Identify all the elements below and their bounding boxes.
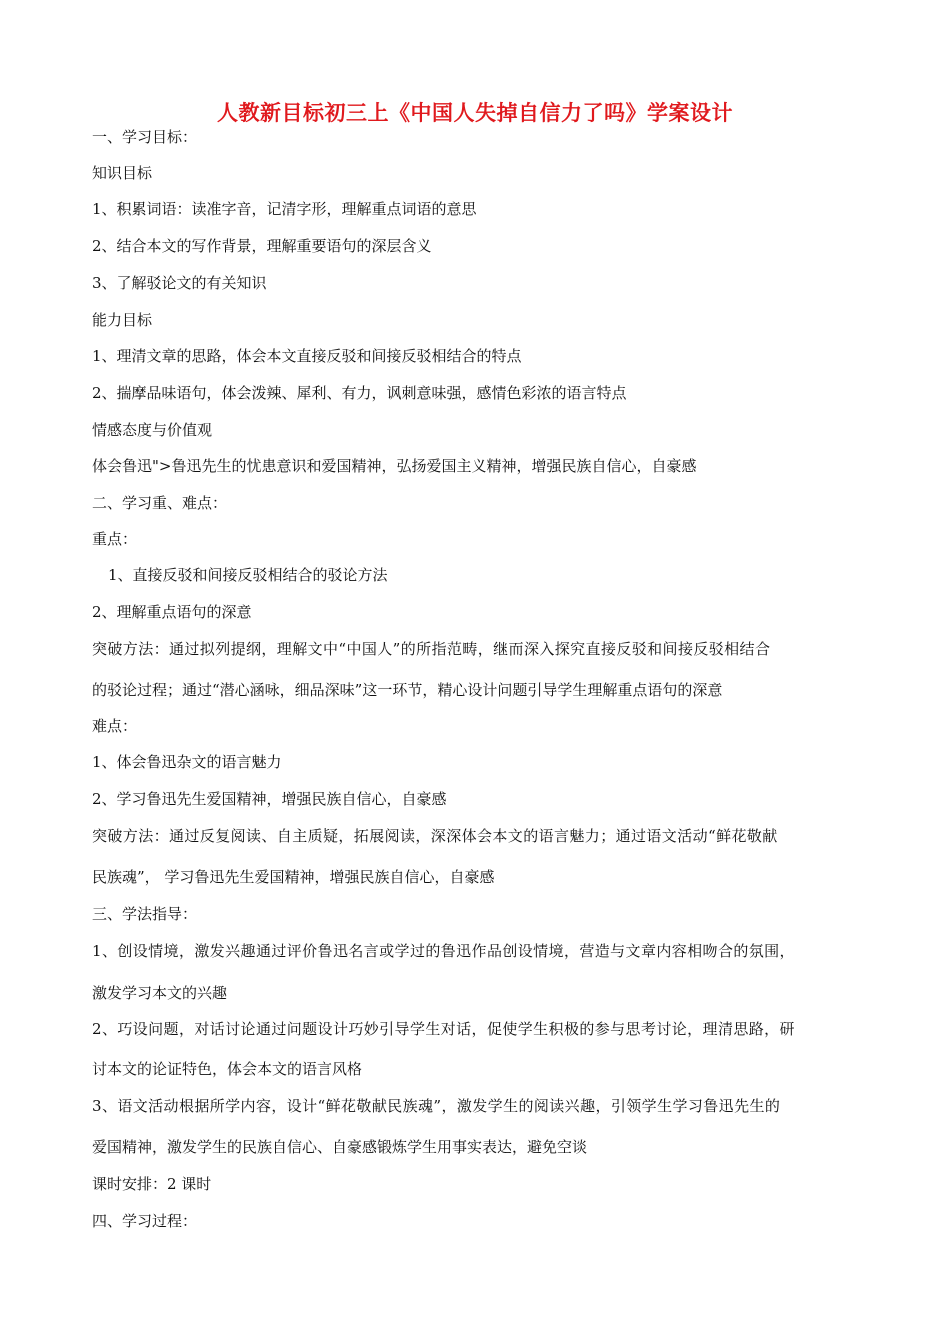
section-heading-key-points: 二、学习重、难点： [92,494,228,512]
text-line: 激发学习本文的兴趣 [92,984,228,1002]
text-line: 爱国精神，激发学生的民族自信心、自豪感锻炼学生用事实表达，避免空谈 [92,1138,588,1156]
subheading-knowledge: 知识目标 [92,164,153,182]
text-line: 的驳论过程；通过“潜心涵咏，细品深味”这一环节，精心设计问题引导学生理解重点语句的深意 [92,681,723,699]
text-line: 1、体会鲁迅杂文的语言魅力 [92,753,282,771]
text-line: 1、创设情境，激发兴趣通过评价鲁迅名言或学过的鲁迅作品创设情境，营造与文章内容相吻合的氛围， [92,942,795,960]
subheading-difficulty: 难点： [92,717,138,735]
text-line: 3、了解驳论文的有关知识 [92,274,267,292]
section-heading-method: 三、学法指导： [92,905,198,923]
text-line: 1、直接反驳和间接反驳相结合的驳论方法 [108,566,388,584]
text-line: 民族魂”， 学习鲁迅先生爱国精神，增强民族自信心，自豪感 [92,868,495,886]
document-title: 人教新目标初三上《中国人失掉自信力了吗》学案设计 [217,101,733,125]
text-line: 2、巧设问题，对话讨论通过问题设计巧妙引导学生对话，促使学生积极的参与思考讨论，理清思路，研 [92,1020,795,1038]
text-line: 体会鲁迅">鲁迅先生的忧患意识和爱国精神，弘扬爱国主义精神，增强民族自信心，自豪感 [92,457,697,475]
text-line: 1、理清文章的思路，体会本文直接反驳和间接反驳相结合的特点 [92,347,522,365]
subheading-ability: 能力目标 [92,311,153,329]
text-line: 2、学习鲁迅先生爱国精神，增强民族自信心，自豪感 [92,790,447,808]
class-hours: 课时安排：2 课时 [92,1175,212,1193]
text-line: 2、揣摩品味语句，体会泼辣、犀利、有力，讽刺意味强，感情色彩浓的语言特点 [92,384,627,402]
section-heading-goals: 一、学习目标： [92,128,198,146]
subheading-focus: 重点： [92,530,138,548]
text-line: 突破方法：通过反复阅读、自主质疑，拓展阅读，深深体会本文的语言魅力；通过语文活动“鲜花敬献 [92,827,778,845]
text-line: 突破方法：通过拟列提纲，理解文中“中国人”的所指范畴，继而深入探究直接反驳和间接反驳相结合 [92,640,771,658]
text-line: 3、语文活动根据所学内容，设计“鲜花敬献民族魂”，激发学生的阅读兴趣，引领学生学习鲁迅先生的 [92,1097,781,1115]
text-line: 2、结合本文的写作背景，理解重要语句的深层含义 [92,237,432,255]
text-line: 1、积累词语：读准字音，记清字形，理解重点词语的意思 [92,200,477,218]
section-heading-process: 四、学习过程： [92,1212,198,1230]
text-line: 2、理解重点语句的深意 [92,603,252,621]
text-line: 讨本文的论证特色，体会本文的语言风格 [92,1060,363,1078]
subheading-emotion: 情感态度与价值观 [92,421,213,439]
